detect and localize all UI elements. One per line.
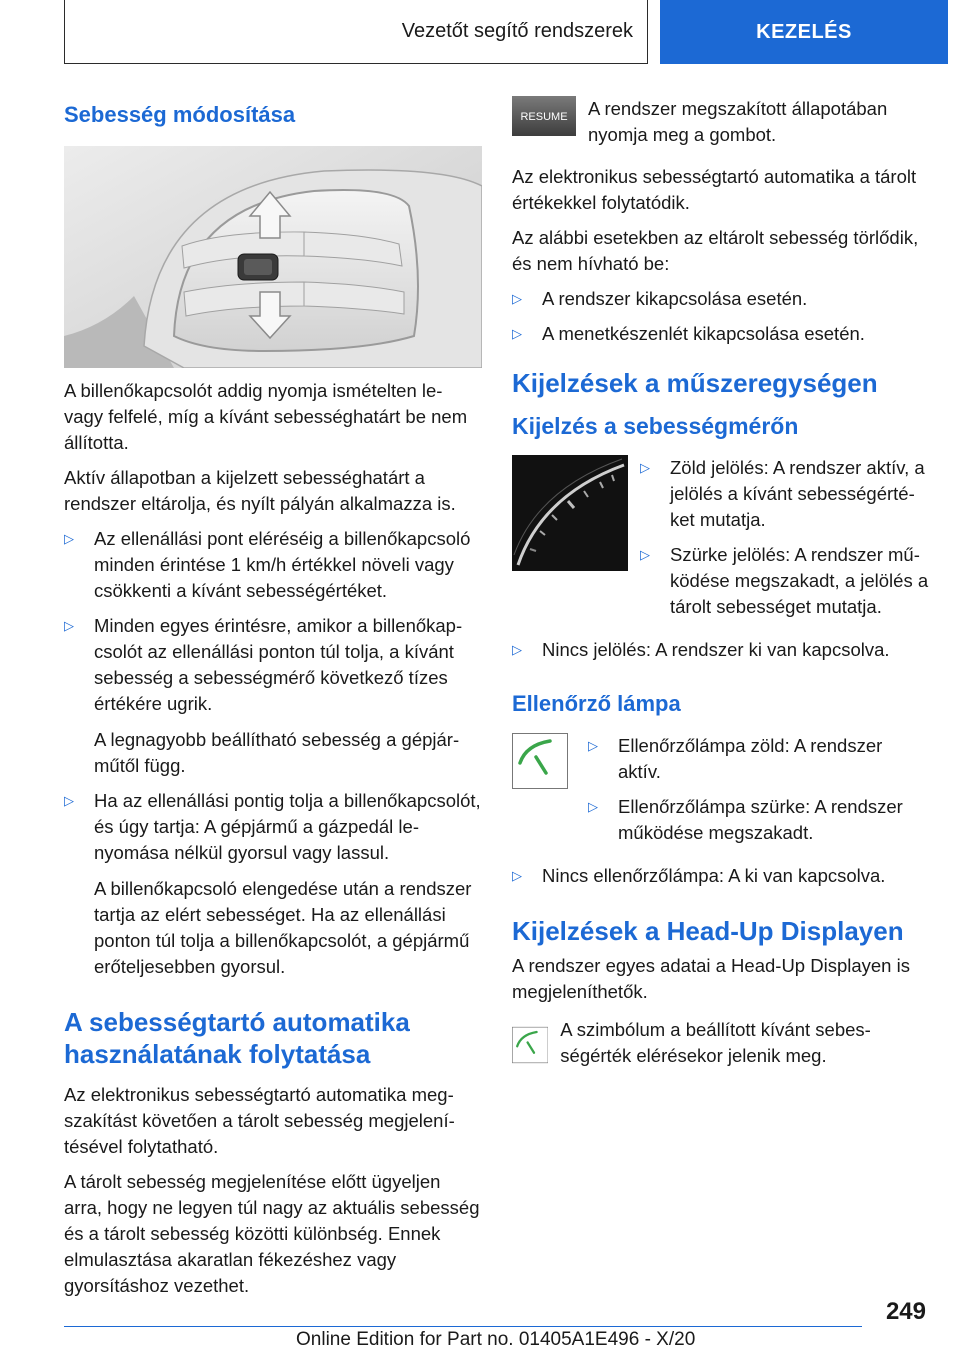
list-item bbox=[588, 733, 930, 785]
page-number: 249 bbox=[885, 1298, 926, 1325]
list-item-text: Nincs ellenőrzőlámpa: A ki van kapcsolva. bbox=[542, 865, 886, 886]
resume-row bbox=[512, 96, 930, 148]
speedometer-row bbox=[512, 455, 930, 629]
page-header bbox=[64, 0, 948, 64]
triangle-bullet-icon: ▷ bbox=[640, 547, 650, 562]
list-item-text: Az ellenállási pont eléréséig a billenőkapcsoló minden érintése 1 km/h értékkel növeli vagy csökkenti a kívánt sebességértéket. bbox=[94, 528, 471, 601]
list-item-text: Szürke jelölés: A rendszer működése megszakadt, a jelölés a tárolt sebességet mutatja. bbox=[670, 544, 929, 617]
resume-button-label: RESUME bbox=[520, 111, 568, 123]
speedometer-image bbox=[512, 455, 628, 571]
list-item bbox=[588, 794, 930, 846]
list-item-text: Zöld jelölés: A rendszer aktív, a jelölés a kívánt sebességértéket mutatja. bbox=[670, 457, 925, 530]
paragraph: A tárolt sebesség megjelenítése előtt ügyeljen arra, hogy ne legyen túl nagy az aktuális sebesség és a tárolt sebesség közötti különbség. Ennek elmulasztása akaratlan fékezéshez vagy gyorsításhoz vezethet. bbox=[64, 1171, 480, 1296]
triangle-bullet-icon: ▷ bbox=[64, 531, 74, 546]
list-item bbox=[64, 788, 482, 866]
triangle-bullet-icon: ▷ bbox=[588, 738, 598, 753]
lamp-list bbox=[580, 733, 930, 855]
list-item-text: A menetkészenlét kikapcsolása esetén. bbox=[542, 323, 865, 344]
list-item bbox=[512, 286, 930, 312]
heading-instrument-cluster: Kijelzések a műszeregységen bbox=[512, 368, 878, 398]
paragraph: Az alábbi esetekben az eltárolt sebesség törlődik, és nem hívható be: bbox=[512, 227, 919, 274]
steering-wheel-rocker-image bbox=[64, 146, 482, 368]
edition-info: Online Edition for Part no. 01405A1E496 - X/20 bbox=[296, 1329, 696, 1350]
list-item bbox=[64, 526, 482, 604]
lamp-row bbox=[512, 733, 930, 855]
triangle-bullet-icon: ▷ bbox=[640, 460, 650, 475]
speedometer-list bbox=[640, 455, 930, 629]
heading-indicator-lamp: Ellenőrző lámpa bbox=[512, 691, 681, 716]
list-item-text: Minden egyes érintésre, amikor a billenőkapcsolót az ellenállási ponton túl tolja, a kívánt sebesség a sebességmérő következő tízes értékére ugrik. bbox=[94, 615, 463, 714]
section-title: Vezetőt segítő rendszerek bbox=[64, 0, 648, 64]
left-column bbox=[64, 96, 482, 1308]
bullet-list bbox=[512, 863, 930, 889]
note-paragraph: A billenőkapcsoló elengedése után a rendszer tartja az elért sebességet. Ha az ellenállási ponton túl tolja a billenőkapcsolót, a gépjármű erőteljesebben gyorsul. bbox=[94, 878, 472, 977]
triangle-bullet-icon: ▷ bbox=[64, 793, 74, 808]
paragraph: A rendszer egyes adatai a Head-Up Displayen is megjeleníthetők. bbox=[512, 955, 910, 1002]
heading-speed-change: Sebesség módosítása bbox=[64, 102, 296, 127]
note-paragraph: A legnagyobb beállítható sebesség a gépjárműtől függ. bbox=[94, 729, 460, 776]
resume-button-icon bbox=[512, 96, 576, 136]
bullet-list bbox=[64, 788, 482, 866]
list-item-text: Nincs jelölés: A rendszer ki van kapcsolva. bbox=[542, 639, 890, 660]
list-item bbox=[512, 863, 930, 889]
chapter-tab: KEZELÉS bbox=[660, 0, 948, 64]
list-item-text: Ellenőrzőlámpa szürke: A rendszer működése megszakadt. bbox=[618, 796, 903, 843]
bullet-list bbox=[64, 526, 482, 717]
list-item bbox=[512, 321, 930, 347]
right-column bbox=[512, 96, 930, 1085]
hud-cruise-symbol-icon bbox=[512, 1017, 548, 1073]
list-item-text: Ha az ellenállási pontig tolja a billenőkapcsolót, és úgy tartja: A gépjármű a gázpedál lenyomása nélkül gyorsul vagy lassul. bbox=[94, 790, 481, 863]
triangle-bullet-icon: ▷ bbox=[512, 868, 522, 883]
triangle-bullet-icon: ▷ bbox=[512, 326, 522, 341]
paragraph: Az elektronikus sebességtartó automatika megszakítást követően a tárolt sebesség megjelenítésével folytatható. bbox=[64, 1084, 455, 1157]
hud-symbol-row bbox=[512, 1017, 930, 1073]
bullet-list bbox=[512, 637, 930, 663]
footer-divider bbox=[64, 1326, 862, 1327]
cruise-control-lamp-icon bbox=[512, 733, 568, 789]
heading-speedometer: Kijelzés a sebességmérőn bbox=[512, 413, 799, 439]
paragraph: Az elektronikus sebességtartó automatika a tárolt értékekkel folytatódik. bbox=[512, 166, 917, 213]
list-item-text: Ellenőrzőlámpa zöld: A rendszer aktív. bbox=[618, 735, 883, 782]
paragraph: A billenőkapcsolót addig nyomja ismételten le- vagy felfelé, míg a kívánt sebességhatárt be nem állította. bbox=[64, 380, 468, 453]
paragraph: Aktív állapotban a kijelzett sebességhatárt a rendszer eltárolja, és nyílt pályán alkalmazza is. bbox=[64, 467, 456, 514]
paragraph: A szimbólum a beállított kívánt sebességérték elérésekor jelenik meg. bbox=[560, 1019, 871, 1066]
triangle-bullet-icon: ▷ bbox=[588, 799, 598, 814]
list-item-text: A rendszer kikapcsolása esetén. bbox=[542, 288, 808, 309]
heading-head-up-display: Kijelzések a Head-Up Displayen bbox=[512, 916, 904, 946]
list-item bbox=[640, 455, 930, 533]
bullet-list bbox=[512, 286, 930, 347]
list-item bbox=[512, 637, 930, 663]
paragraph: A rendszer megszakított állapotában nyomja meg a gombot. bbox=[588, 98, 888, 145]
list-item bbox=[640, 542, 930, 620]
heading-resume: A sebességtartó automatika használatának folytatása bbox=[64, 1007, 410, 1069]
list-item bbox=[64, 613, 482, 717]
resume-button-graphic bbox=[512, 96, 576, 141]
triangle-bullet-icon: ▷ bbox=[512, 291, 522, 306]
triangle-bullet-icon: ▷ bbox=[64, 618, 74, 633]
triangle-bullet-icon: ▷ bbox=[512, 642, 522, 657]
